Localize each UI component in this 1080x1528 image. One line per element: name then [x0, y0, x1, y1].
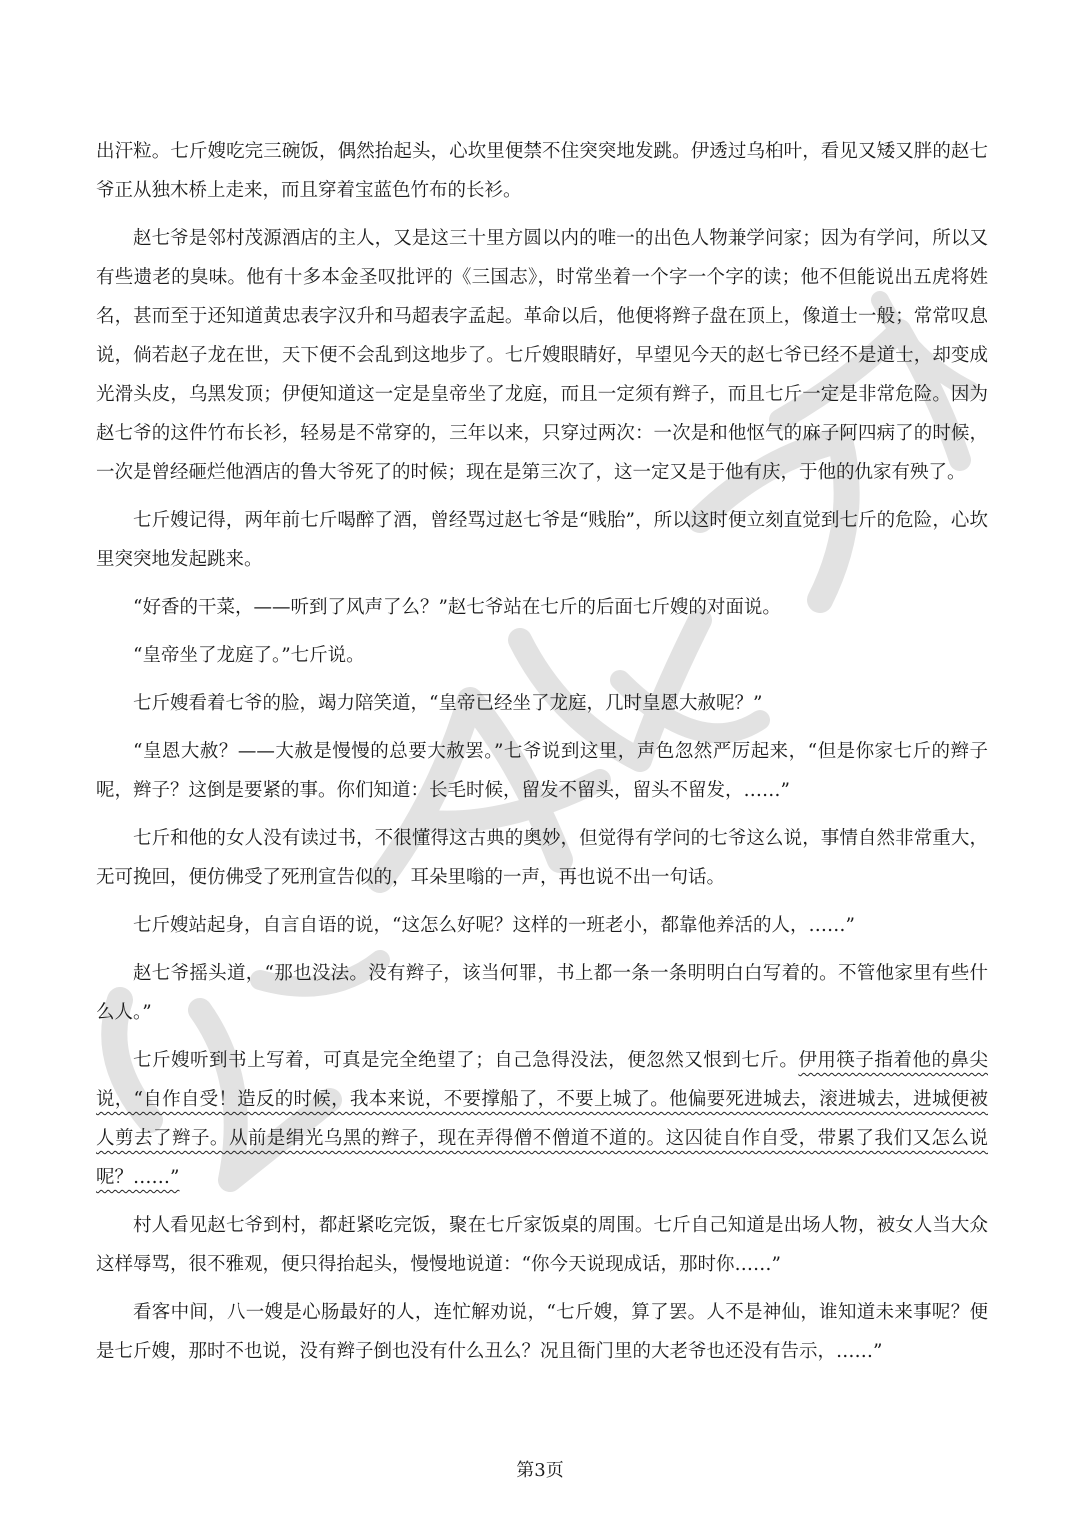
paragraph-3: 七斤嫂记得，两年前七斤喝醉了酒，曾经骂过赵七爷是“贱胎”，所以这时便立刻直觉到七斤的危险，心坎里突突地发起跳来。 [96, 510, 988, 570]
paragraph-1: 出汗粒。七斤嫂吃完三碗饭，偶然抬起头，心坎里便禁不住突突地发跳。伊透过乌桕叶，看见又矮又胖的赵七爷正从独木桥上走来，而且穿着宝蓝色竹布的长衫。 [96, 141, 988, 201]
paragraph-8: 七斤和他的女人没有读过书，不很懂得这古典的奥妙，但觉得有学问的七爷这么说，事情自然非常重大，无可挽回，便仿佛受了死刑宣告似的，耳朵里嗡的一声，再也说不出一句话。 [96, 828, 988, 888]
paragraph-7: “皇恩大赦？——大赦是慢慢的总要大赦罢。”七爷说到这里，声色忽然严厉起来，“但是你家七斤的辫子呢，辫子？这倒是要紧的事。你们知道：长毛时候，留发不留头，留头不留发，……” [96, 741, 988, 801]
paragraph-13: 看客中间，八一嫂是心肠最好的人，连忙解劝说，“七斤嫂，算了罢。人不是神仙，谁知道未来事呢？便是七斤嫂，那时不也说，没有辫子倒也没有什么丑么？况且衙门里的大老爷也还没有告示，……” [96, 1302, 988, 1362]
document-body [96, 132, 988, 1380]
paragraph-4: “好香的干菜，——听到了风声了么？”赵七爷站在七斤的后面七斤嫂的对面说。 [133, 597, 781, 618]
paragraph-11 [96, 1041, 988, 1197]
paragraph-9: 七斤嫂站起身，自言自语的说，“这怎么好呢？这样的一班老小，都靠他养活的人，……” [133, 915, 855, 936]
paragraph-12: 村人看见赵七爷到村，都赶紧吃完饭，聚在七斤家饭桌的周围。七斤自己知道是出场人物，被女人当大众这样辱骂，很不雅观，便只得抬起头，慢慢地说道：“你今天说现成话，那时你……” [96, 1215, 988, 1275]
underlined-passage: 伊用筷子指着他的鼻尖说，“自作自受！造反的时候，我本来说，不要撑船了，不要上城了。他偏要死进城去，滚进城去，进城便被人剪去了辫子。从前是绢光乌黑的辫子，现在弄得僧不僧道不道的。这囚徒自作自受，带累了我们又怎么说呢？……” [96, 1050, 988, 1188]
paragraph-11-text: 七斤嫂听到书上写着，可真是完全绝望了；自己急得没法，便忽然又恨到七斤。 [133, 1050, 799, 1071]
paragraph-6: 七斤嫂看着七爷的脸，竭力陪笑道，“皇帝已经坐了龙庭，几时皇恩大赦呢？” [133, 693, 763, 714]
paragraph-10: 赵七爷摇头道，“那也没法。没有辫子，该当何罪，书上都一条一条明明白白写着的。不管他家里有些什么人。” [96, 963, 988, 1023]
paragraph-5: “皇帝坐了龙庭了。”七斤说。 [133, 645, 365, 666]
paragraph-2: 赵七爷是邻村茂源酒店的主人，又是这三十里方圆以内的唯一的出色人物兼学问家；因为有学问，所以又有些遗老的臭味。他有十多本金圣叹批评的《三国志》，时常坐着一个字一个字的读；他不但能说出五虎将姓名，甚而至于还知道黄忠表字汉升和马超表字孟起。革命以后，他便将辫子盘在顶上，像道士一般；常常叹息说，倘若赵子龙在世，天下便不会乱到这地步了。七斤嫂眼睛好，早望见今天的赵七爷已经不是道士，却变成光滑头皮，乌黑发顶；伊便知道这一定是皇帝坐了龙庭，而且一定须有辫子，而且七斤一定是非常危险。因为赵七爷的这件竹布长衫，轻易是不常穿的，三年以来，只穿过两次：一次是和他怄气的麻子阿四病了的时候，一次是曾经砸烂他酒店的鲁大爷死了的时候；现在是第三次了，这一定又是于他有庆，于他的仇家有殃了。 [96, 228, 988, 483]
page-number: 第3页 [516, 1460, 564, 1481]
